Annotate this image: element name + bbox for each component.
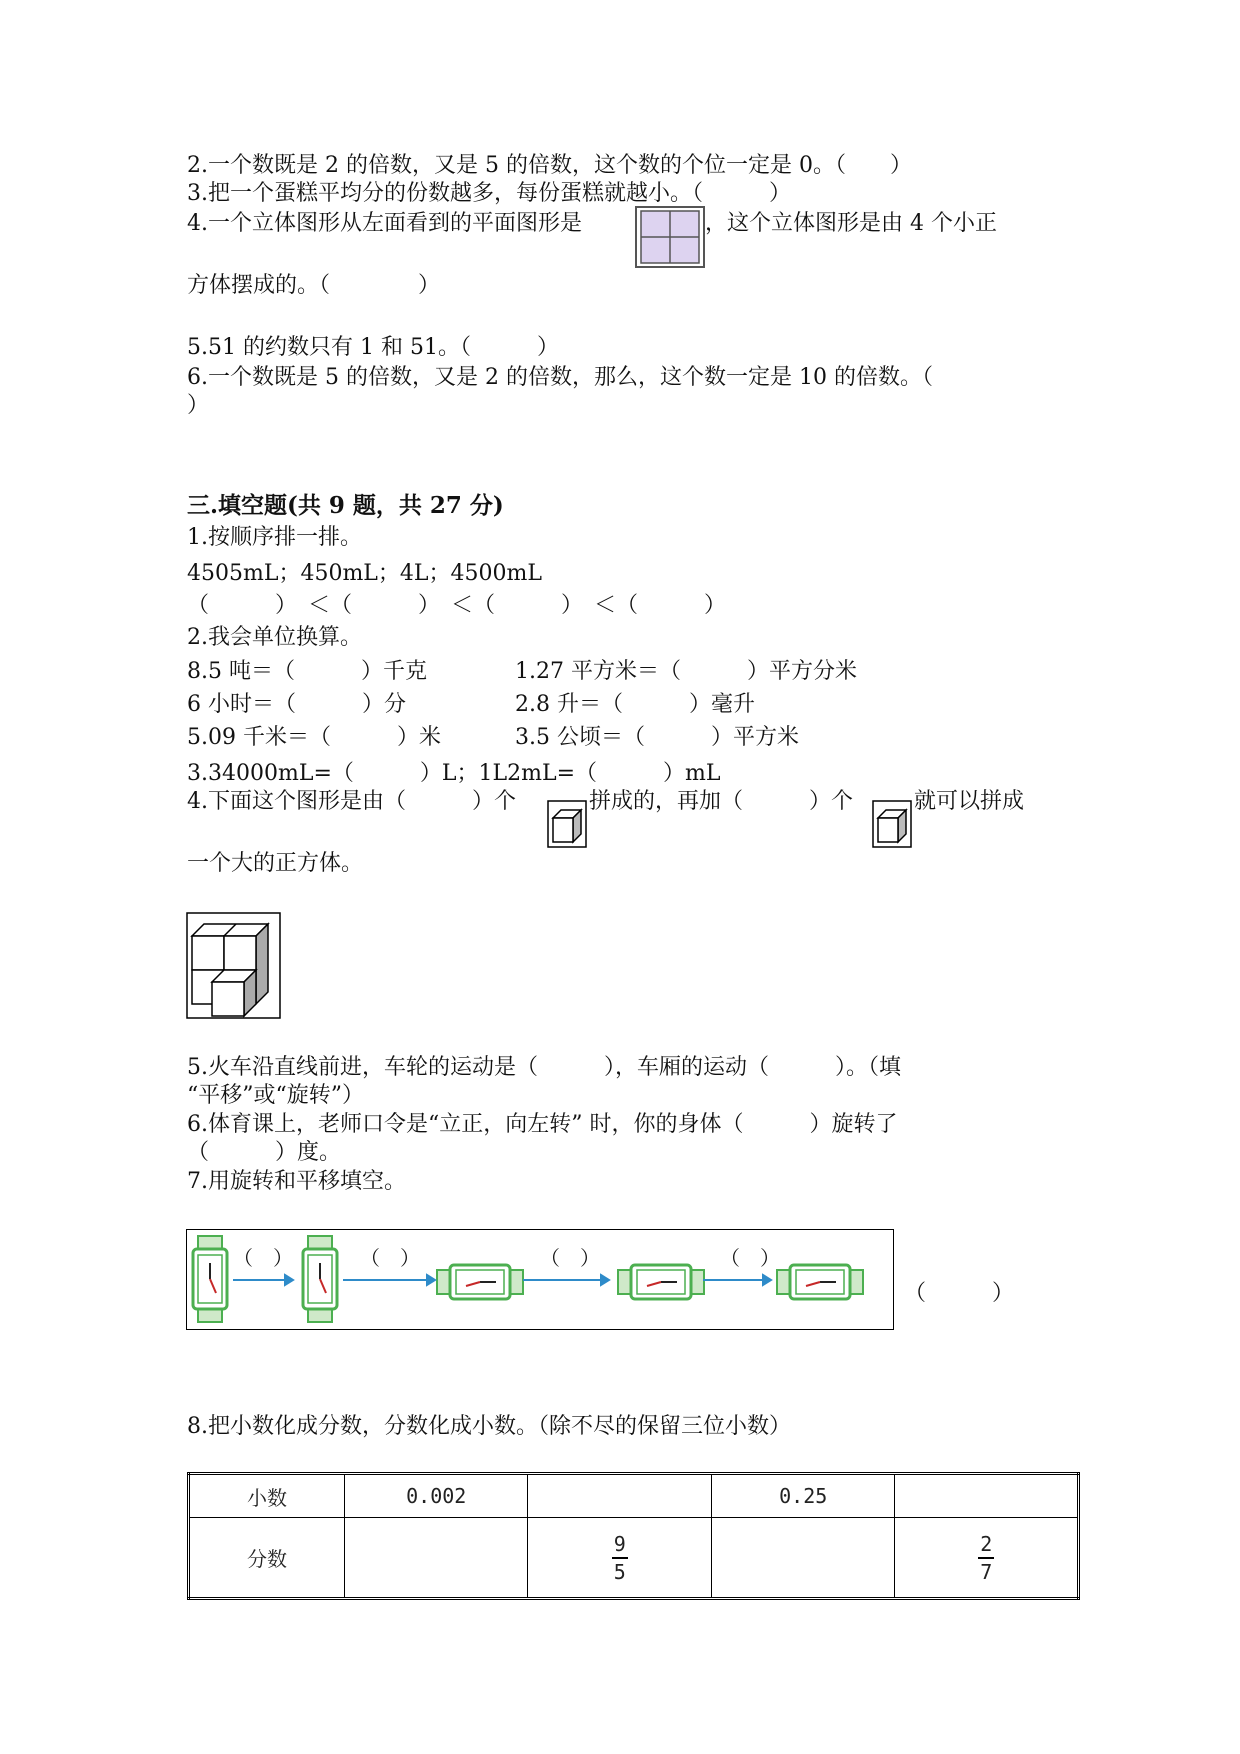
judge-q4-part2: ，这个立体图形是由 4 个小正 bbox=[705, 211, 997, 236]
small-cube-icon bbox=[547, 800, 587, 848]
judge-q4-part3: 方体摆成的。（ ） bbox=[187, 273, 441, 298]
fill-q5-line2: “平移”或“旋转”） bbox=[187, 1083, 364, 1108]
fraction-2-7 bbox=[978, 1532, 994, 1584]
fill-q2-r1b: 1.27 平方米＝（ ）平方分米 bbox=[515, 659, 857, 684]
decimal-fraction-table bbox=[187, 1472, 1080, 1600]
fill-q4-part2: 拼成的，再加（ ）个 bbox=[589, 789, 854, 814]
fill-q7-title: 7.用旋转和平移填空。 bbox=[187, 1169, 406, 1194]
cell-decimal-4[interactable] bbox=[895, 1474, 1079, 1518]
judge-q6-line2: ） bbox=[187, 393, 210, 418]
fraction-denominator: 7 bbox=[980, 1559, 993, 1584]
fill-q4-part1: 4.下面这个图形是由（ ）个 bbox=[187, 789, 516, 814]
judge-q6-line1: 6.一个数既是 5 的倍数，又是 2 的倍数，那么，这个数一定是 10 的倍数。（ bbox=[187, 365, 933, 390]
q7-blank-4: （ ） bbox=[720, 1246, 780, 1270]
cell-fraction-1[interactable] bbox=[344, 1518, 528, 1599]
judge-q3: 3.把一个蛋糕平均分的份数越多，每份蛋糕就越小。（ ） bbox=[187, 181, 791, 206]
cell-decimal-3: 0.25 bbox=[711, 1474, 895, 1518]
cell-decimal-2[interactable] bbox=[528, 1474, 712, 1518]
fraction-numerator: 2 bbox=[980, 1531, 993, 1556]
fill-q1-blanks: （ ） ＜（ ） ＜（ ） ＜（ ） bbox=[187, 593, 727, 618]
fill-q1-items: 4505mL；450mL；4L；4500mL bbox=[187, 561, 542, 586]
cell-fraction-4 bbox=[895, 1518, 1079, 1599]
fill-q2-r1a: 8.5 吨＝（ ）千克 bbox=[187, 659, 427, 684]
fill-q3: 3.34000mL=（ ）L；1L2mL=（ ）mL bbox=[187, 761, 721, 786]
fill-q2-r2b: 2.8 升＝（ ）毫升 bbox=[515, 692, 755, 717]
row-label-fraction: 分数 bbox=[189, 1518, 345, 1599]
small-cube-icon-2 bbox=[872, 800, 912, 848]
judge-q5: 5.51 的约数只有 1 和 51。（ ） bbox=[187, 335, 559, 360]
fill-q2-title: 2.我会单位换算。 bbox=[187, 625, 362, 650]
fraction-9-5 bbox=[612, 1532, 628, 1584]
cell-fraction-3[interactable] bbox=[711, 1518, 895, 1599]
fill-q2-r2a: 6 小时＝（ ）分 bbox=[187, 692, 406, 717]
fill-q8-title: 8.把小数化成分数，分数化成小数。（除不尽的保留三位小数） bbox=[187, 1414, 791, 1439]
fill-q6-line2: （ ）度。 bbox=[187, 1140, 342, 1165]
judge-q4-part1: 4.一个立体图形从左面看到的平面图形是 bbox=[187, 211, 582, 236]
row-label-decimal: 小数 bbox=[189, 1474, 345, 1518]
fill-q6-line1: 6.体育课上，老师口令是“立正，向左转” 时，你的身体（ ）旋转了 bbox=[187, 1112, 898, 1137]
fill-q5-line1: 5.火车沿直线前进，车轮的运动是（ ），车厢的运动（ ）。（填 bbox=[187, 1055, 901, 1080]
q7-blank-end: （ ） bbox=[904, 1281, 1015, 1306]
fill-q4-part4: 一个大的正方体。 bbox=[187, 851, 364, 876]
fill-q4-part3: 就可以拼成 bbox=[914, 789, 1025, 814]
fraction-denominator: 5 bbox=[613, 1559, 626, 1584]
q7-blank-3: （ ） bbox=[540, 1246, 600, 1270]
q7-blank-1: （ ） bbox=[233, 1246, 293, 1270]
q7-blank-2: （ ） bbox=[360, 1246, 420, 1270]
judge-q2: 2.一个数既是 2 的倍数，又是 5 的倍数，这个数的个位一定是 0。（ ） bbox=[187, 153, 912, 178]
left-view-grid-icon bbox=[635, 206, 705, 268]
fraction-numerator: 9 bbox=[613, 1531, 626, 1556]
cube-stack-figure bbox=[186, 912, 281, 1019]
cell-fraction-2 bbox=[528, 1518, 712, 1599]
fill-q1-title: 1.按顺序排一排。 bbox=[187, 525, 362, 550]
fill-q2-r3a: 5.09 千米＝（ ）米 bbox=[187, 725, 441, 750]
fill-q2-r3b: 3.5 公顷＝（ ）平方米 bbox=[515, 725, 799, 750]
cell-decimal-1: 0.002 bbox=[344, 1474, 528, 1518]
section-title: 三.填空题(共 9 题，共 27 分) bbox=[187, 492, 504, 519]
